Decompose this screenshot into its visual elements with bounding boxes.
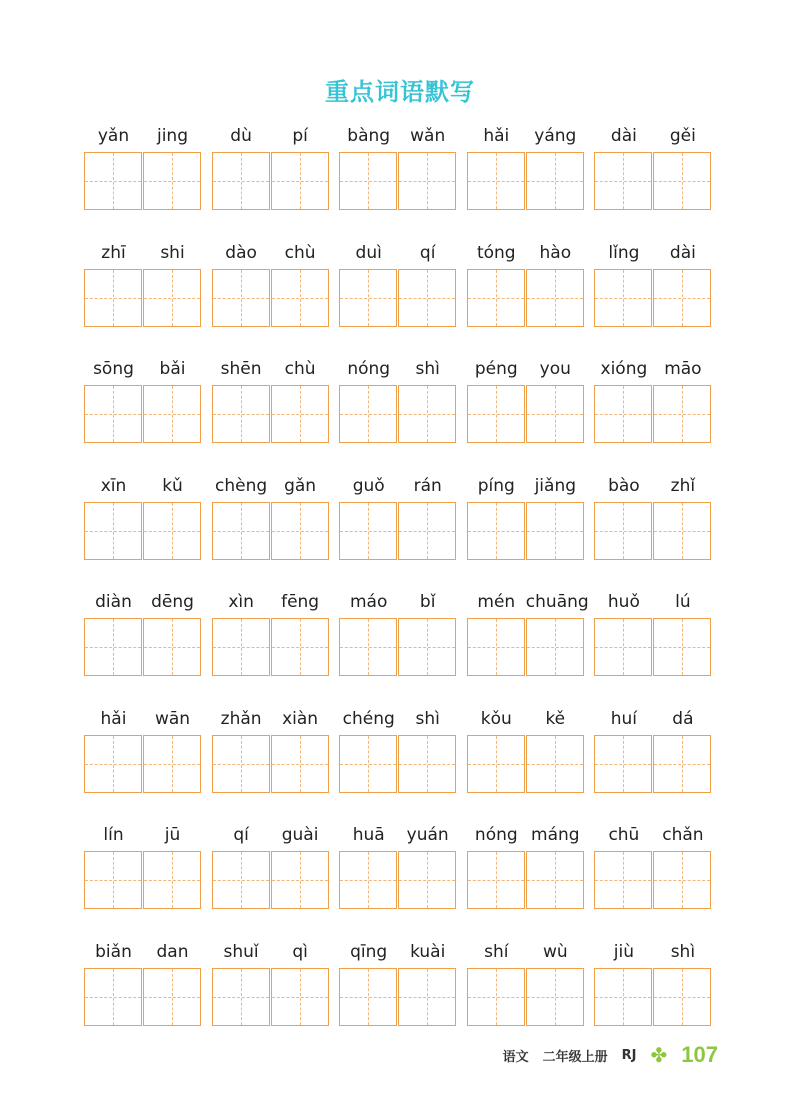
writing-box[interactable] — [398, 502, 456, 560]
pinyin-label: lín — [103, 825, 124, 845]
writing-box[interactable] — [467, 152, 525, 210]
word-item — [212, 357, 330, 457]
pinyin-label: huǒ — [607, 592, 640, 612]
writing-box[interactable] — [467, 735, 525, 793]
writing-box[interactable] — [143, 851, 201, 909]
pinyin-label: shì — [415, 359, 440, 379]
writing-box[interactable] — [212, 502, 270, 560]
writing-box[interactable] — [339, 735, 397, 793]
word-item — [467, 474, 585, 574]
pinyin-label: diàn — [95, 592, 132, 612]
writing-box[interactable] — [84, 152, 142, 210]
writing-box[interactable] — [339, 618, 397, 676]
writing-box[interactable] — [526, 152, 584, 210]
word-item — [212, 590, 330, 690]
word-row — [84, 474, 724, 574]
pinyin-label: zhǎn — [220, 708, 262, 729]
pinyin-label: guài — [281, 825, 319, 845]
pinyin-label: máo — [349, 592, 388, 612]
word-item — [339, 241, 457, 341]
pinyin-label: nóng — [474, 825, 518, 845]
writing-box[interactable] — [594, 968, 652, 1026]
word-item — [339, 357, 457, 457]
writing-box[interactable] — [594, 735, 652, 793]
writing-box[interactable] — [526, 385, 584, 443]
pinyin-label: hǎi — [100, 708, 127, 729]
writing-box[interactable] — [339, 152, 397, 210]
word-item — [467, 241, 585, 341]
word-item — [339, 474, 457, 574]
pinyin-label: lú — [675, 592, 691, 612]
writing-box[interactable] — [143, 152, 201, 210]
writing-box[interactable] — [339, 385, 397, 443]
pinyin-label: you — [539, 359, 571, 379]
writing-box[interactable] — [212, 968, 270, 1026]
pinyin-label: bǐ — [419, 592, 436, 612]
footer-grade: 二年级上册 — [542, 1049, 608, 1065]
pinyin-label: guǒ — [352, 475, 385, 496]
pinyin-label: bào — [608, 475, 640, 496]
word-item — [594, 357, 712, 457]
word-item — [84, 823, 202, 923]
word-item — [594, 940, 712, 1040]
word-row — [84, 357, 724, 457]
pinyin-label: kǔ — [162, 475, 183, 496]
pinyin-label: nóng — [347, 359, 391, 379]
pinyin-label: dá — [672, 708, 694, 729]
pinyin-label: kuài — [410, 941, 446, 962]
word-item — [339, 124, 457, 224]
writing-box[interactable] — [84, 735, 142, 793]
word-item — [212, 940, 330, 1040]
pinyin-label: huā — [352, 825, 385, 845]
pinyin-label: jiǎng — [534, 475, 577, 496]
word-row — [84, 124, 724, 224]
writing-box[interactable] — [398, 968, 456, 1026]
writing-box[interactable] — [594, 269, 652, 327]
pinyin-label: qí — [233, 825, 249, 845]
word-item — [467, 707, 585, 807]
writing-box[interactable] — [467, 851, 525, 909]
writing-box[interactable] — [143, 735, 201, 793]
writing-box[interactable] — [84, 968, 142, 1026]
writing-box[interactable] — [653, 269, 711, 327]
writing-box[interactable] — [143, 385, 201, 443]
writing-box[interactable] — [398, 851, 456, 909]
word-row — [84, 823, 724, 923]
writing-box[interactable] — [398, 618, 456, 676]
writing-box[interactable] — [271, 735, 329, 793]
writing-box[interactable] — [212, 618, 270, 676]
writing-box[interactable] — [271, 269, 329, 327]
footer-edition: RJ — [621, 1047, 637, 1063]
pinyin-label: chū — [608, 825, 640, 845]
pinyin-label: kě — [545, 708, 566, 729]
writing-box[interactable] — [467, 618, 525, 676]
writing-box[interactable] — [653, 385, 711, 443]
pinyin-label: gěi — [669, 126, 696, 146]
pinyin-label: qīng — [350, 941, 388, 962]
writing-box[interactable] — [339, 851, 397, 909]
writing-box[interactable] — [339, 502, 397, 560]
pinyin-label: hǎi — [483, 126, 510, 146]
writing-box[interactable] — [143, 968, 201, 1026]
writing-box[interactable] — [653, 618, 711, 676]
writing-box[interactable] — [339, 269, 397, 327]
writing-box[interactable] — [271, 851, 329, 909]
word-row — [84, 590, 724, 690]
writing-box[interactable] — [143, 502, 201, 560]
writing-box[interactable] — [271, 968, 329, 1026]
pinyin-label: píng — [477, 475, 515, 496]
pinyin-label: wān — [154, 708, 191, 729]
footer-subject: 语文 — [502, 1049, 529, 1065]
writing-box[interactable] — [526, 502, 584, 560]
pinyin-label: lǐng — [608, 242, 640, 263]
pinyin-label: péng — [474, 359, 518, 379]
writing-box[interactable] — [594, 152, 652, 210]
pinyin-label: chéng — [342, 708, 395, 729]
writing-box[interactable] — [212, 152, 270, 210]
pinyin-label: shēn — [220, 359, 262, 379]
pinyin-label: gǎn — [284, 475, 317, 496]
pinyin-label: dào — [225, 242, 257, 263]
pinyin-label: shuǐ — [223, 941, 259, 962]
pinyin-label: shì — [670, 941, 696, 962]
writing-box[interactable] — [143, 618, 201, 676]
pinyin-label: chuāng — [525, 592, 589, 612]
pinyin-label: chù — [284, 242, 316, 263]
pinyin-label: yǎn — [97, 126, 130, 146]
writing-box[interactable] — [84, 385, 142, 443]
writing-box[interactable] — [339, 968, 397, 1026]
word-item — [467, 124, 585, 224]
word-item — [594, 823, 712, 923]
pinyin-label: xiàn — [282, 708, 319, 729]
writing-box[interactable] — [526, 269, 584, 327]
writing-box[interactable] — [526, 735, 584, 793]
word-item — [84, 241, 202, 341]
word-item — [212, 823, 330, 923]
pinyin-label: zhī — [101, 242, 126, 263]
writing-box[interactable] — [212, 269, 270, 327]
pinyin-label: shì — [415, 708, 440, 729]
word-item — [339, 707, 457, 807]
word-item — [467, 823, 585, 923]
pinyin-label: shí — [484, 941, 509, 962]
writing-box[interactable] — [653, 735, 711, 793]
word-item — [594, 241, 712, 341]
writing-box[interactable] — [271, 618, 329, 676]
word-item — [594, 707, 712, 807]
word-item — [339, 940, 457, 1040]
writing-box[interactable] — [594, 851, 652, 909]
clover-icon: ✤ — [650, 1043, 668, 1067]
word-item — [212, 241, 330, 341]
writing-box[interactable] — [212, 851, 270, 909]
pinyin-label: mén — [477, 592, 516, 612]
pinyin-label: dài — [610, 126, 637, 146]
writing-box[interactable] — [467, 502, 525, 560]
word-item — [212, 707, 330, 807]
writing-box[interactable] — [653, 851, 711, 909]
word-item — [84, 590, 202, 690]
writing-box[interactable] — [467, 968, 525, 1026]
pinyin-label: chèng — [215, 475, 268, 496]
writing-box[interactable] — [526, 618, 584, 676]
pinyin-label: dēng — [151, 592, 194, 612]
pinyin-label: jiù — [613, 941, 634, 962]
writing-box[interactable] — [271, 502, 329, 560]
writing-box[interactable] — [271, 152, 329, 210]
writing-box[interactable] — [212, 735, 270, 793]
writing-box[interactable] — [143, 269, 201, 327]
pinyin-label: tóng — [476, 242, 516, 263]
writing-box[interactable] — [398, 269, 456, 327]
pinyin-label: yuán — [406, 825, 449, 845]
pinyin-label: huí — [610, 708, 638, 729]
word-item — [84, 124, 202, 224]
pinyin-label: qí — [419, 242, 436, 263]
pinyin-label: hào — [539, 242, 572, 263]
pinyin-label: yáng — [534, 126, 577, 146]
writing-box[interactable] — [653, 152, 711, 210]
writing-box[interactable] — [398, 152, 456, 210]
writing-box[interactable] — [398, 385, 456, 443]
word-item — [467, 940, 585, 1040]
pinyin-label: xīn — [100, 475, 127, 496]
writing-box[interactable] — [84, 618, 142, 676]
pinyin-label: māo — [664, 359, 702, 379]
word-row — [84, 707, 724, 807]
word-item — [212, 124, 330, 224]
word-item — [339, 590, 457, 690]
word-item — [594, 474, 712, 574]
pinyin-label: bàng — [347, 126, 391, 146]
word-item — [594, 124, 712, 224]
writing-box[interactable] — [84, 851, 142, 909]
writing-box[interactable] — [526, 968, 584, 1026]
writing-box[interactable] — [594, 618, 652, 676]
word-item — [339, 823, 457, 923]
writing-box[interactable] — [212, 385, 270, 443]
word-item — [467, 357, 585, 457]
word-item — [594, 590, 712, 690]
pinyin-label: dan — [156, 941, 189, 962]
word-item — [467, 590, 589, 690]
pinyin-label: qì — [292, 941, 308, 962]
pinyin-label: wù — [542, 941, 568, 962]
word-item — [84, 707, 202, 807]
word-item — [212, 474, 330, 574]
pinyin-label: rán — [413, 475, 442, 496]
pinyin-label: chǎn — [662, 825, 704, 845]
pinyin-label: wǎn — [410, 126, 446, 146]
pinyin-label: fēng — [281, 592, 320, 612]
pinyin-label: máng — [531, 825, 580, 845]
writing-box[interactable] — [594, 502, 652, 560]
pinyin-label: jū — [164, 825, 181, 845]
pinyin-label: jing — [156, 126, 188, 146]
pinyin-label: shi — [160, 242, 185, 263]
pinyin-label: bǎi — [159, 359, 186, 379]
writing-box[interactable] — [653, 968, 711, 1026]
word-item — [84, 940, 202, 1040]
page-number: 107 — [681, 1042, 718, 1067]
word-item — [84, 357, 202, 457]
pinyin-label: chù — [284, 359, 316, 379]
writing-box[interactable] — [84, 502, 142, 560]
pinyin-label: sōng — [93, 359, 134, 379]
writing-box[interactable] — [467, 269, 525, 327]
writing-box[interactable] — [526, 851, 584, 909]
pinyin-label: xìn — [228, 592, 254, 612]
pinyin-label: duì — [355, 242, 382, 263]
pinyin-label: xióng — [600, 359, 648, 379]
pinyin-label: dù — [230, 126, 252, 146]
pinyin-label: biǎn — [95, 941, 132, 962]
word-item — [84, 474, 202, 574]
pinyin-label: pí — [292, 126, 308, 146]
word-row — [84, 241, 724, 341]
writing-box[interactable] — [398, 735, 456, 793]
word-row — [84, 940, 724, 1040]
pinyin-label: zhǐ — [670, 475, 696, 496]
writing-box[interactable] — [84, 269, 142, 327]
page-title: 重点词语默写 — [325, 78, 475, 106]
pinyin-label: dài — [669, 242, 696, 263]
page-footer — [503, 1040, 718, 1070]
writing-box[interactable] — [271, 385, 329, 443]
pinyin-label: kǒu — [480, 708, 512, 729]
writing-box[interactable] — [653, 502, 711, 560]
writing-box[interactable] — [467, 385, 525, 443]
writing-box[interactable] — [594, 385, 652, 443]
